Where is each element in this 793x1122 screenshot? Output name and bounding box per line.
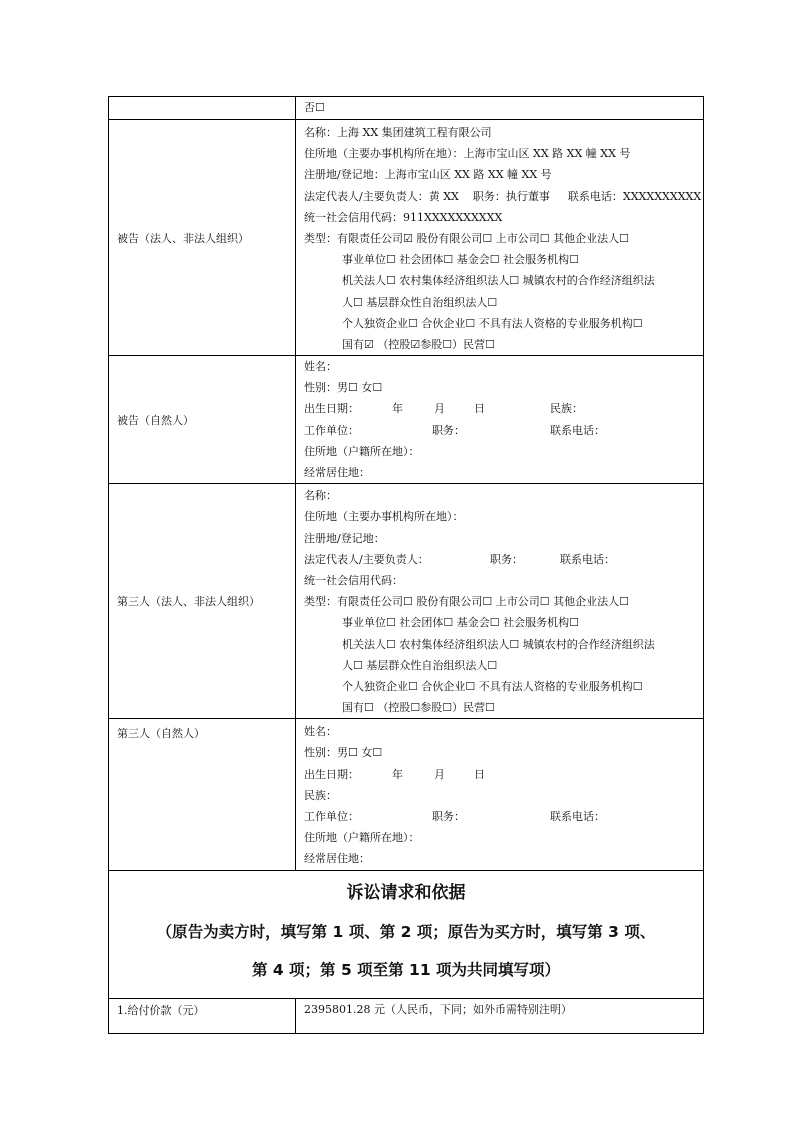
third-org-rep-phone: 联系电话：	[560, 552, 615, 566]
third-org-rep-name: 法定代表人/主要负责人：	[304, 552, 429, 566]
third-org-type-6: 国有☐ （控股☐参股☐）民营☐	[342, 701, 495, 715]
claims-title: 诉讼请求和依据	[346, 882, 466, 903]
defendant-person-content	[296, 356, 704, 484]
third-org-type-1: 类型：有限责任公司☐ 股份有限公司☐ 上市公司☐ 其他企业法人☐	[304, 595, 629, 609]
defendant-person-employer: 工作单位：	[304, 423, 359, 437]
third-person-label	[109, 719, 296, 870]
defendant-org-type-6: 国有☑ （控股☑参股☐）民营☐	[342, 337, 495, 351]
third-person-month: 月	[434, 767, 445, 781]
defendant-org-rep-phone: 联系电话：XXXXXXXXXX	[567, 189, 702, 203]
third-person-name: 姓名：	[304, 725, 337, 739]
third-org-type-3: 机关法人☐ 农村集体经济组织法人☐ 城镇农村的合作经济组织法	[342, 637, 655, 651]
third-person-birth-label: 出生日期：	[304, 767, 359, 781]
defendant-org-type-4: 人☐ 基层群众性自治组织法人☐	[342, 295, 498, 309]
third-person-gender: 性别：男☐ 女☐	[304, 746, 383, 760]
defendant-org-address: 住所地（主要办事机构所在地）：上海市宝山区 XX 路 XX 幢 XX 号	[304, 147, 631, 161]
third-person-employer: 工作单位：	[304, 810, 359, 823]
third-person-birth-line	[296, 764, 703, 785]
third-org-content	[296, 484, 704, 719]
third-org-name: 名称：	[304, 489, 337, 503]
third-org-rep-line	[296, 549, 703, 570]
defendant-org-rep-title: 职务：执行董事	[472, 189, 550, 203]
defendant-person-ethnicity: 民族：	[550, 402, 583, 416]
defendant-person-name: 姓名：	[304, 360, 337, 374]
defendant-person-residence: 经常居住地：	[304, 466, 370, 479]
third-person-content	[296, 719, 704, 870]
claims-heading-cell	[109, 870, 704, 998]
defendant-org-type-5: 个人独资企业☐ 合伙企业☐ 不具有法人资格的专业服务机构☐	[342, 316, 643, 330]
claim-1-row	[109, 998, 704, 1033]
claim-1-value: 2395801.28 元（人民币，下同；如外币需特别注明）	[304, 1002, 572, 1016]
defendant-org-label: 被告（法人、非法人组织）	[109, 120, 296, 356]
third-person-ethnicity: 民族：	[304, 788, 337, 802]
row-continued-label	[109, 97, 296, 120]
third-org-credit-code: 统一社会信用代码：	[304, 573, 403, 587]
third-org-rep-title: 职务：	[490, 552, 523, 566]
third-org-type-4: 人☐ 基层群众性自治组织法人☐	[342, 658, 498, 672]
row-continued	[109, 97, 704, 120]
defendant-person-work-line	[296, 420, 703, 441]
defendant-person-year: 年	[392, 402, 403, 416]
defendant-org-name: 名称：上海 XX 集团建筑工程有限公司	[304, 126, 492, 139]
defendant-org-type-1: 类型：有限责任公司☑ 股份有限公司☐ 上市公司☐ 其他企业法人☐	[304, 231, 629, 245]
defendant-person-month: 月	[434, 402, 445, 416]
defendant-person-birth-label: 出生日期：	[304, 402, 359, 416]
complaint-form-table	[108, 96, 704, 1034]
third-person-row	[109, 719, 704, 870]
third-person-year: 年	[392, 767, 403, 781]
defendant-org-content	[296, 120, 704, 356]
no-checkbox-text: 否☐	[304, 101, 325, 114]
claim-1-content	[296, 998, 704, 1033]
defendant-org-rep-name: 法定代表人/主要负责人：黄 XX	[304, 189, 459, 203]
third-org-label: 第三人（法人、非法人组织）	[109, 484, 296, 719]
claim-1-label	[109, 998, 296, 1033]
third-person-residence: 经常居住地：	[304, 852, 370, 866]
defendant-person-position: 职务：	[432, 423, 465, 437]
claim-1-label-text: 1.给付价款（元）	[117, 1003, 205, 1017]
defendant-person-phone: 联系电话：	[550, 423, 605, 437]
row-continued-content	[296, 97, 704, 120]
claims-note-line1: （原告为卖方时，填写第 1 项、第 2 项；原告为买方时，填写第 3 项、	[156, 922, 656, 941]
defendant-org-credit-code: 统一社会信用代码：911XXXXXXXXXX	[304, 210, 503, 224]
defendant-org-registered: 注册地/登记地：上海市宝山区 XX 路 XX 幢 XX 号	[304, 168, 552, 182]
defendant-person-domicile: 住所地（户籍所在地）：	[304, 444, 420, 458]
third-person-work-line	[296, 806, 703, 827]
third-org-address: 住所地（主要办事机构所在地）：	[304, 510, 464, 524]
defendant-person-label: 被告（自然人）	[109, 356, 296, 484]
third-person-phone: 联系电话：	[550, 810, 605, 823]
third-org-row	[109, 484, 704, 719]
defendant-person-gender: 性别：男☐ 女☐	[304, 381, 383, 395]
third-person-domicile: 住所地（户籍所在地）：	[304, 831, 420, 845]
third-org-type-5: 个人独资企业☐ 合伙企业☐ 不具有法人资格的专业服务机构☐	[342, 679, 643, 693]
claims-heading-row	[109, 870, 704, 998]
defendant-org-type-2: 事业单位☐ 社会团体☐ 基金会☐ 社会服务机构☐	[342, 253, 579, 267]
third-person-position: 职务：	[432, 810, 465, 823]
defendant-org-rep-line	[296, 186, 703, 207]
third-org-type-2: 事业单位☐ 社会团体☐ 基金会☐ 社会服务机构☐	[342, 616, 579, 630]
defendant-person-row	[109, 356, 704, 484]
claims-note-line2: 第 4 项；第 5 项至第 11 项为共同填写项）	[251, 960, 561, 979]
third-person-label-text: 第三人（自然人）	[117, 727, 205, 741]
defendant-org-type-3: 机关法人☐ 农村集体经济组织法人☐ 城镇农村的合作经济组织法	[342, 274, 655, 288]
defendant-person-day: 日	[474, 402, 485, 416]
third-person-day: 日	[474, 767, 485, 781]
defendant-person-birth-line	[296, 398, 703, 419]
defendant-org-row	[109, 120, 704, 356]
third-org-registered: 注册地/登记地：	[304, 531, 385, 545]
